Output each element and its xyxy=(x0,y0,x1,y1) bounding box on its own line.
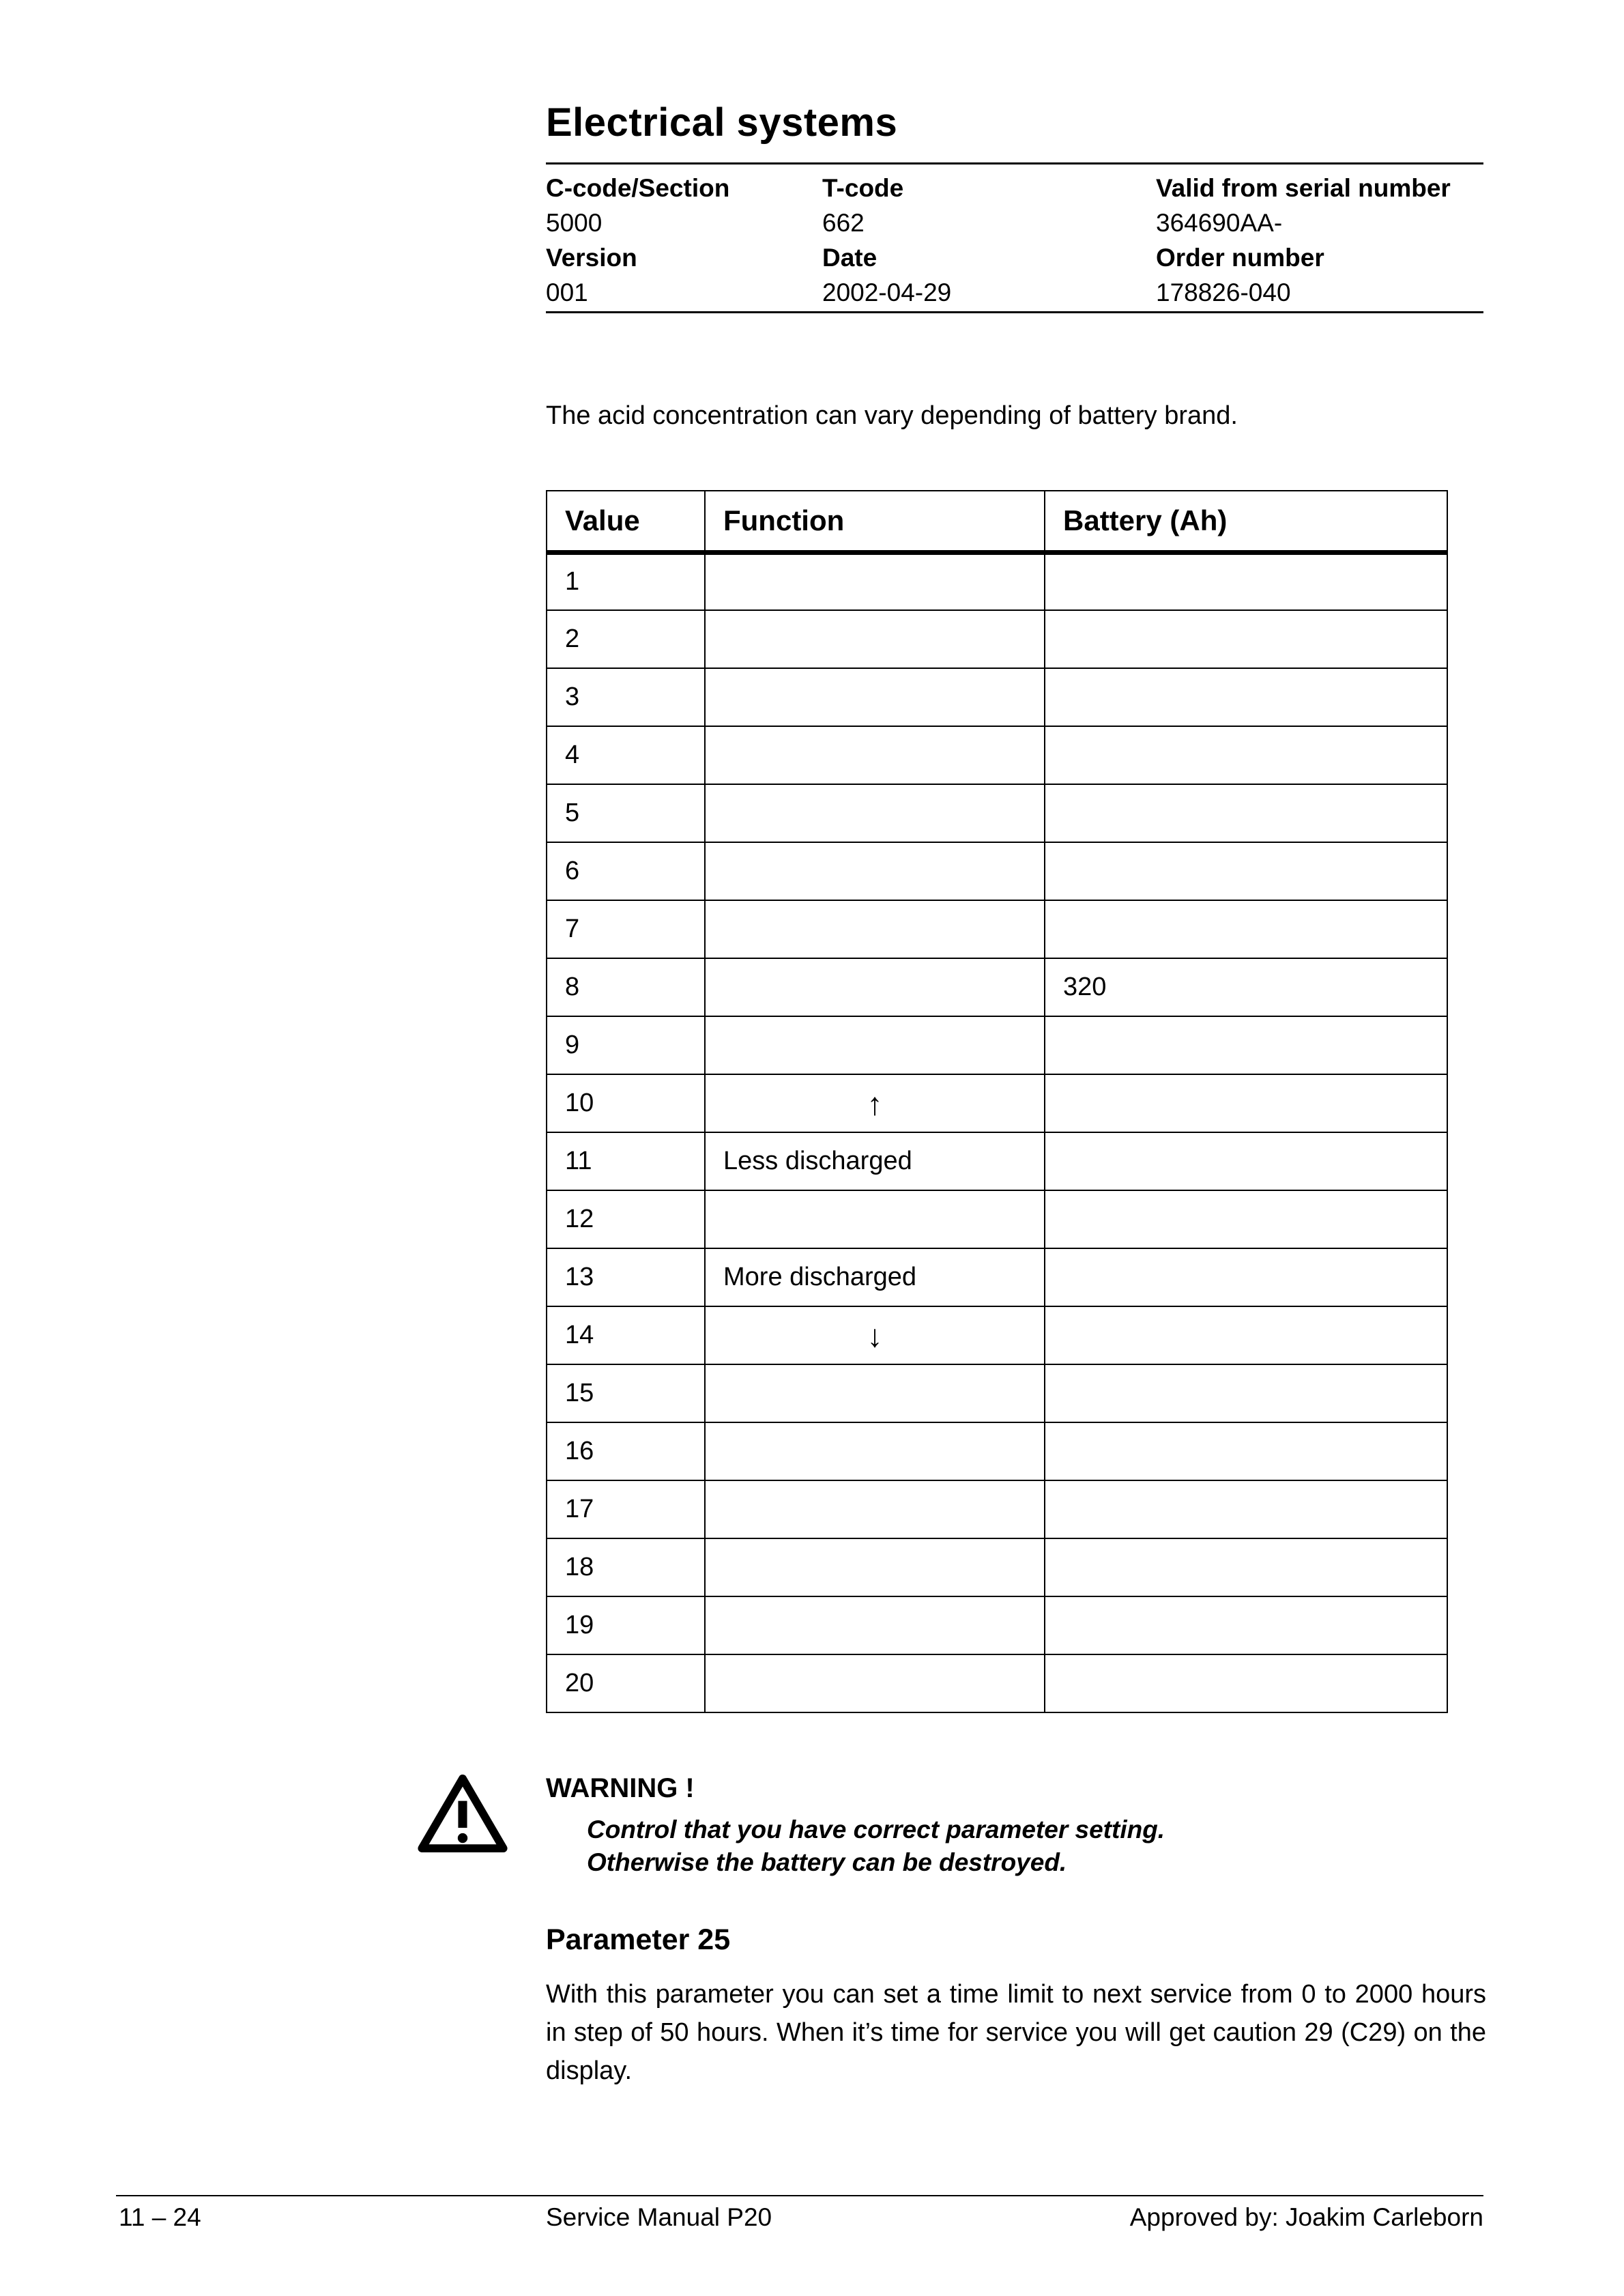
warning-line-1: Control that you have correct parameter setting. xyxy=(587,1816,1165,1843)
cell-function xyxy=(705,900,1045,958)
cell-battery xyxy=(1045,1306,1447,1364)
footer xyxy=(116,2203,1483,2237)
cell-battery xyxy=(1045,1364,1447,1422)
meta-value-order: 178826-040 xyxy=(1156,278,1291,306)
cell-battery xyxy=(1045,1248,1447,1306)
cell-battery xyxy=(1045,1016,1447,1074)
table-row xyxy=(547,668,1447,726)
table-row xyxy=(547,1364,1447,1422)
warning-triangle-icon xyxy=(418,1773,508,1857)
cell-function: Less discharged xyxy=(705,1132,1045,1190)
cell-function xyxy=(705,842,1045,900)
cell-value: 12 xyxy=(547,1190,705,1248)
meta-label-version: Version xyxy=(546,244,637,272)
cell-function xyxy=(705,1596,1045,1654)
cell-battery xyxy=(1045,726,1447,784)
table-body xyxy=(547,552,1447,1712)
cell-battery xyxy=(1045,1538,1447,1596)
cell-value: 5 xyxy=(547,784,705,842)
table-row xyxy=(547,1422,1447,1480)
cell-value: 7 xyxy=(547,900,705,958)
meta-value-date: 2002-04-29 xyxy=(822,278,952,306)
cell-function xyxy=(705,1016,1045,1074)
cell-battery xyxy=(1045,1190,1447,1248)
cell-value: 9 xyxy=(547,1016,705,1074)
cell-battery: 320 xyxy=(1045,958,1447,1016)
table-row xyxy=(547,1016,1447,1074)
table-row xyxy=(547,842,1447,900)
cell-function xyxy=(705,610,1045,668)
cell-value: 13 xyxy=(547,1248,705,1306)
meta-label-t-code: T-code xyxy=(822,174,904,202)
table-row xyxy=(547,958,1447,1016)
table-row xyxy=(547,1248,1447,1306)
table-row xyxy=(547,1538,1447,1596)
cell-value: 2 xyxy=(547,610,705,668)
cell-function xyxy=(705,1422,1045,1480)
cell-battery xyxy=(1045,900,1447,958)
footer-page-number: 11 – 24 xyxy=(119,2203,201,2231)
table-header-battery: Battery (Ah) xyxy=(1045,491,1447,552)
cell-value: 14 xyxy=(547,1306,705,1364)
meta-label-date: Date xyxy=(822,244,878,272)
parameter-body: With this parameter you can set a time limit to next service from 0 to 2000 hours in step of 50 hours. When it’s time for service you will get caution 29 (C29) on the display. xyxy=(546,1980,1486,2085)
cell-value: 16 xyxy=(547,1422,705,1480)
cell-battery xyxy=(1045,1422,1447,1480)
cell-function xyxy=(705,958,1045,1016)
meta-label-c-code: C-code/Section xyxy=(546,174,730,202)
table-row xyxy=(547,1654,1447,1712)
cell-function xyxy=(705,784,1045,842)
cell-battery xyxy=(1045,1480,1447,1538)
cell-function: More discharged xyxy=(705,1248,1045,1306)
table-row xyxy=(547,726,1447,784)
meta-value-version: 001 xyxy=(546,278,588,306)
cell-battery xyxy=(1045,1596,1447,1654)
cell-function xyxy=(705,1364,1045,1422)
cell-function xyxy=(705,726,1045,784)
cell-battery xyxy=(1045,1654,1447,1712)
cell-function xyxy=(705,1654,1045,1712)
table-row xyxy=(547,610,1447,668)
table-header-row xyxy=(547,491,1447,552)
cell-battery xyxy=(1045,668,1447,726)
parameter-heading: Parameter 25 xyxy=(546,1923,731,1956)
cell-value: 11 xyxy=(547,1132,705,1190)
cell-value: 17 xyxy=(547,1480,705,1538)
page-title: Electrical systems xyxy=(546,100,898,145)
table-row xyxy=(547,784,1447,842)
cell-function xyxy=(705,1190,1045,1248)
meta-value-c-code: 5000 xyxy=(546,209,603,237)
intro-text: The acid concentration can vary depending of battery brand. xyxy=(546,401,1238,430)
cell-function xyxy=(705,1538,1045,1596)
cell-battery xyxy=(1045,552,1447,610)
meta-value-t-code: 662 xyxy=(822,209,865,237)
cell-battery xyxy=(1045,610,1447,668)
cell-battery xyxy=(1045,1074,1447,1132)
cell-function xyxy=(705,1480,1045,1538)
cell-value: 19 xyxy=(547,1596,705,1654)
header-rule-bottom xyxy=(546,311,1483,313)
cell-battery xyxy=(1045,784,1447,842)
warning-line-2: Otherwise the battery can be destroyed. xyxy=(587,1848,1067,1876)
value-function-table xyxy=(546,490,1448,1713)
cell-value: 18 xyxy=(547,1538,705,1596)
cell-function xyxy=(705,668,1045,726)
table-header-value: Value xyxy=(547,491,705,552)
table-row xyxy=(547,1074,1447,1132)
warning-title: WARNING ! xyxy=(546,1773,695,1803)
table-row xyxy=(547,1480,1447,1538)
warning-block xyxy=(418,1773,1165,1879)
cell-value: 6 xyxy=(547,842,705,900)
table-row xyxy=(547,1306,1447,1364)
cell-function: ↑ xyxy=(705,1074,1045,1132)
cell-value: 1 xyxy=(547,552,705,610)
meta-label-serial: Valid from serial number xyxy=(1156,174,1451,202)
table-row xyxy=(547,1596,1447,1654)
table-row xyxy=(547,900,1447,958)
cell-function xyxy=(705,552,1045,610)
header-meta xyxy=(546,171,1483,310)
table-row xyxy=(547,1132,1447,1190)
header-rule-top xyxy=(546,162,1483,164)
table-row xyxy=(547,1190,1447,1248)
cell-battery xyxy=(1045,842,1447,900)
cell-value: 20 xyxy=(547,1654,705,1712)
cell-value: 4 xyxy=(547,726,705,784)
meta-label-order: Order number xyxy=(1156,244,1324,272)
table-header-function: Function xyxy=(705,491,1045,552)
cell-function: ↓ xyxy=(705,1306,1045,1364)
footer-rule xyxy=(116,2195,1483,2196)
table-row xyxy=(547,552,1447,610)
footer-document-title: Service Manual P20 xyxy=(546,2203,772,2231)
cell-value: 10 xyxy=(547,1074,705,1132)
warning-texts xyxy=(546,1773,1165,1879)
cell-battery xyxy=(1045,1132,1447,1190)
cell-value: 3 xyxy=(547,668,705,726)
cell-value: 15 xyxy=(547,1364,705,1422)
meta-value-serial: 364690AA- xyxy=(1156,209,1283,237)
footer-approved-by: Approved by: Joakim Carleborn xyxy=(1129,2203,1483,2231)
cell-value: 8 xyxy=(547,958,705,1016)
